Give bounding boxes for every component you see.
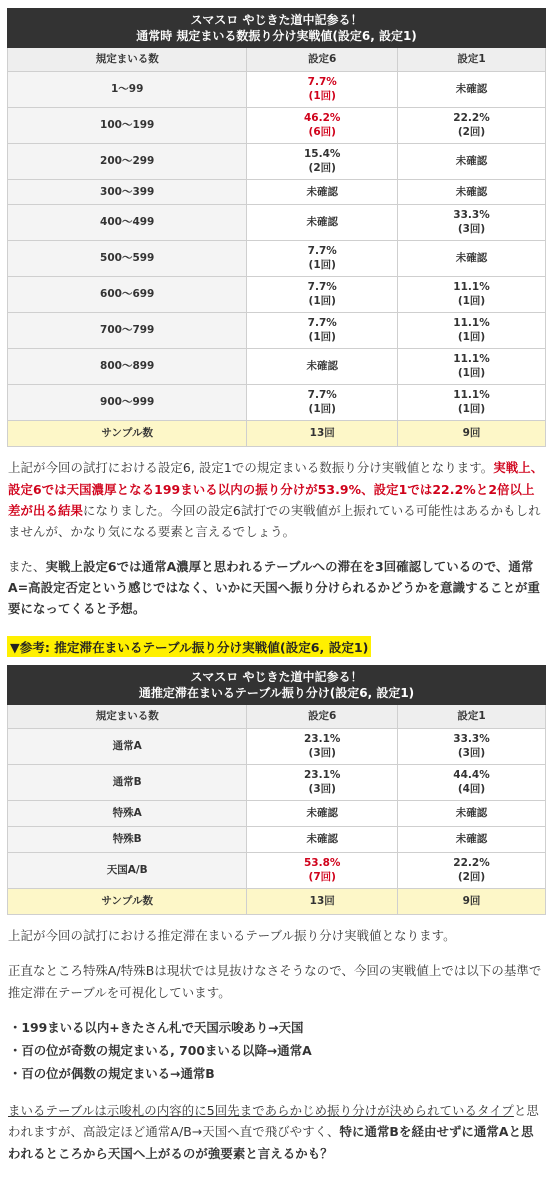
table-header-row <box>8 48 546 72</box>
cell-setting1 <box>398 108 546 144</box>
cell-percent: 7.7% <box>307 389 337 402</box>
sample-setting1: 9回 <box>398 421 546 447</box>
cell-setting1 <box>398 205 546 241</box>
cell-percent: 未確認 <box>306 832 338 845</box>
cell-count: (1回) <box>308 294 336 307</box>
row-label: 通常B <box>8 765 247 801</box>
sample-label: サンプル数 <box>8 889 247 915</box>
sample-label: サンプル数 <box>8 421 247 447</box>
table-header-row <box>8 705 546 729</box>
row-label: 特殊A <box>8 801 247 827</box>
cell-percent: 7.7% <box>307 76 337 89</box>
cell-percent: 未確認 <box>306 806 338 819</box>
table-row <box>8 277 546 313</box>
cell-count: (1回) <box>457 402 486 415</box>
table-row <box>8 853 546 889</box>
sample-row <box>8 889 546 915</box>
cell-percent: 未確認 <box>455 252 488 265</box>
cell-count: (4回) <box>457 782 486 795</box>
cell-percent: 46.2% <box>304 112 341 125</box>
cell-setting1 <box>398 853 546 889</box>
cell-percent: 15.4% <box>304 148 341 161</box>
cell-percent: 未確認 <box>306 185 338 198</box>
table-stay-distribution <box>7 665 546 915</box>
table-row <box>8 801 546 827</box>
table-row <box>8 72 546 108</box>
table-title-line1: スマスロ やじきた道中記参る！ <box>190 669 363 684</box>
cell-percent: 22.2% <box>453 856 490 869</box>
cell-setting1 <box>398 180 546 205</box>
cell-count: (3回) <box>457 746 486 759</box>
emphasis-bold: 特に通常Bを経由せずに通常Aと思われるところから天国へ上がるのが強要素と言えるかも？ <box>8 1124 534 1161</box>
cell-percent: 11.1% <box>453 389 490 402</box>
emphasis-underline: まいるテーブルは示唆札の内容的に5回先まであらかじめ振り分けが決められているタイプ <box>8 1102 514 1118</box>
criteria-list <box>9 1017 546 1086</box>
cell-setting1 <box>398 765 546 801</box>
row-label: 900〜999 <box>8 385 247 421</box>
cell-setting6 <box>247 277 398 313</box>
list-item: ・百の位が奇数の規定まいる, 700まいる以降→通常A <box>9 1042 312 1058</box>
table-caption <box>8 9 546 48</box>
cell-percent: 7.7% <box>307 317 337 330</box>
table-title-line2: 通推定滞在まいるテーブル振り分け(設定6, 設定1) <box>138 685 415 700</box>
cell-percent: 未確認 <box>455 185 488 198</box>
row-label: 通常A <box>8 729 247 765</box>
row-label: 特殊B <box>8 827 247 853</box>
table-row <box>8 729 546 765</box>
cell-count: (1回) <box>457 294 486 307</box>
cell-setting6 <box>247 729 398 765</box>
cell-percent: 11.1% <box>453 317 490 330</box>
row-label: 500〜599 <box>8 241 247 277</box>
row-label: 200〜299 <box>8 144 247 180</box>
cell-count: (3回) <box>457 222 486 235</box>
table-title-line2: 通常時 規定まいる数振り分け実戦値(設定6, 設定1) <box>136 29 417 44</box>
cell-setting6 <box>247 205 398 241</box>
cell-setting6 <box>247 108 398 144</box>
cell-setting6 <box>247 241 398 277</box>
cell-setting6 <box>247 313 398 349</box>
cell-count: (3回) <box>308 746 336 759</box>
paragraph-criteria: 正直なところ特殊A/特殊Bは現状では見抜けなさそうなので、今回の実戦値上では以下の基準で推定滞在テーブルを可視化しています。 <box>8 963 542 1000</box>
cell-percent: 33.3% <box>453 732 490 745</box>
cell-percent: 23.1% <box>304 732 341 745</box>
sample-row <box>8 421 546 447</box>
cell-percent: 未確認 <box>455 832 488 845</box>
cell-percent: 7.7% <box>307 245 337 258</box>
table-row <box>8 349 546 385</box>
cell-setting1 <box>398 385 546 421</box>
cell-count: (1回) <box>457 330 486 343</box>
cell-percent: 11.1% <box>453 281 490 294</box>
row-label: 天国A/B <box>8 853 247 889</box>
cell-percent: 53.8% <box>304 856 341 869</box>
cell-percent: 44.4% <box>453 768 490 781</box>
row-label: 100〜199 <box>8 108 247 144</box>
cell-setting1 <box>398 349 546 385</box>
cell-percent: 33.3% <box>453 209 490 222</box>
cell-setting6 <box>247 853 398 889</box>
cell-setting6 <box>247 72 398 108</box>
cell-count: (2回) <box>308 161 336 174</box>
column-header: 設定1 <box>398 705 546 729</box>
cell-percent: 未確認 <box>306 216 338 229</box>
row-label: 600〜699 <box>8 277 247 313</box>
cell-percent: 未確認 <box>455 83 488 96</box>
table-caption <box>8 665 546 704</box>
cell-count: (1回) <box>308 258 336 271</box>
cell-setting6 <box>247 180 398 205</box>
cell-percent: 7.7% <box>307 281 337 294</box>
table-row <box>8 313 546 349</box>
table-row <box>8 241 546 277</box>
table-title-line1: スマスロ やじきた道中記参る！ <box>190 13 363 27</box>
table-row <box>8 108 546 144</box>
paragraph-stay-summary: 上記が今回の試打における推定滞在まいるテーブル振り分け実戦値となります。 <box>8 928 456 944</box>
cell-percent: 11.1% <box>453 353 490 366</box>
sample-setting6: 13回 <box>247 421 398 447</box>
sample-setting1: 9回 <box>398 889 546 915</box>
cell-setting6 <box>247 385 398 421</box>
cell-setting1 <box>398 72 546 108</box>
row-label: 400〜499 <box>8 205 247 241</box>
cell-setting1 <box>398 277 546 313</box>
emphasis-red: 実戦上、設定6では天国濃厚となる199まいる以内の振り分けが53.9%、設定1では22.2%と2倍以上差が出る結果 <box>8 460 544 519</box>
row-label: 700〜799 <box>8 313 247 349</box>
cell-count: (7回) <box>308 870 336 883</box>
section-heading: ▼参考: 推定滞在まいるテーブル振り分け実戦値(設定6, 設定1) <box>7 636 546 657</box>
column-header: 規定まいる数 <box>8 705 247 729</box>
emphasis-bold: 実戦上設定6では通常A濃厚と思われるテーブルへの滞在を3回確認しているので、通常A=高設定否定という感じではなく、いかに天国へ振り分けられるかどうかを意識することが重要になってくると予想。 <box>8 558 541 617</box>
cell-percent: 未確認 <box>455 806 488 819</box>
table-row <box>8 180 546 205</box>
cell-count: (1回) <box>308 89 336 102</box>
paragraph-result-summary: 上記が今回の試打における設定6, 設定1での規定まいる数振り分け実戦値となります。実戦上、設定6では天国濃厚となる199まいる以内の振り分けが53.9%、設定1では22.2%と2倍以上差が出る結果になりました。今回の設定6試打での実戦値が上振れている可能性はあるかもしれませんが、かなり気になる要素と言えるでしょう。 <box>8 460 544 540</box>
column-header: 設定1 <box>398 48 546 72</box>
cell-count: (1回) <box>457 366 486 379</box>
cell-count: (1回) <box>308 330 336 343</box>
cell-setting1 <box>398 801 546 827</box>
cell-setting1 <box>398 313 546 349</box>
cell-setting6 <box>247 801 398 827</box>
cell-count: (3回) <box>308 782 336 795</box>
column-header: 設定6 <box>247 48 398 72</box>
cell-setting6 <box>247 144 398 180</box>
table-row <box>8 144 546 180</box>
cell-setting1 <box>398 827 546 853</box>
list-item: ・199まいる以内+きたさん札で天国示唆あり→天国 <box>9 1020 304 1036</box>
paragraph-table-a: また、実戦上設定6では通常A濃厚と思われるテーブルへの滞在を3回確認しているので、通常A=高設定否定という感じではなく、いかに天国へ振り分けられるかどうかを意識することが重要になってくると予想。 <box>8 558 541 617</box>
cell-setting1 <box>398 144 546 180</box>
cell-setting6 <box>247 765 398 801</box>
table-row <box>8 765 546 801</box>
table-row <box>8 205 546 241</box>
row-label: 1〜99 <box>8 72 247 108</box>
cell-count: (6回) <box>308 125 336 138</box>
cell-setting6 <box>247 349 398 385</box>
column-header: 設定6 <box>247 705 398 729</box>
cell-percent: 未確認 <box>306 360 338 373</box>
cell-count: (2回) <box>457 125 486 138</box>
column-header: 規定まいる数 <box>8 48 247 72</box>
cell-setting1 <box>398 241 546 277</box>
table-miru-distribution <box>7 8 546 447</box>
cell-percent: 未確認 <box>455 155 488 168</box>
cell-percent: 22.2% <box>453 112 490 125</box>
paragraph-conclusion: まいるテーブルは示唆札の内容的に5回先まであらかじめ振り分けが決められているタイプと思われますが、高設定ほど通常A/B→天国へ直で飛びやすく、特に通常Bを経由せずに通常Aと思われるところから天国へ上がるのが強要素と言えるかも？ <box>8 1102 539 1161</box>
cell-count: (1回) <box>308 402 336 415</box>
table-row <box>8 827 546 853</box>
sample-setting6: 13回 <box>247 889 398 915</box>
cell-setting6 <box>247 827 398 853</box>
row-label: 800〜899 <box>8 349 247 385</box>
row-label: 300〜399 <box>8 180 247 205</box>
table-row <box>8 385 546 421</box>
list-item: ・百の位が偶数の規定まいる→通常B <box>9 1065 215 1081</box>
cell-count: (2回) <box>457 870 486 883</box>
cell-setting1 <box>398 729 546 765</box>
cell-percent: 23.1% <box>304 768 341 781</box>
